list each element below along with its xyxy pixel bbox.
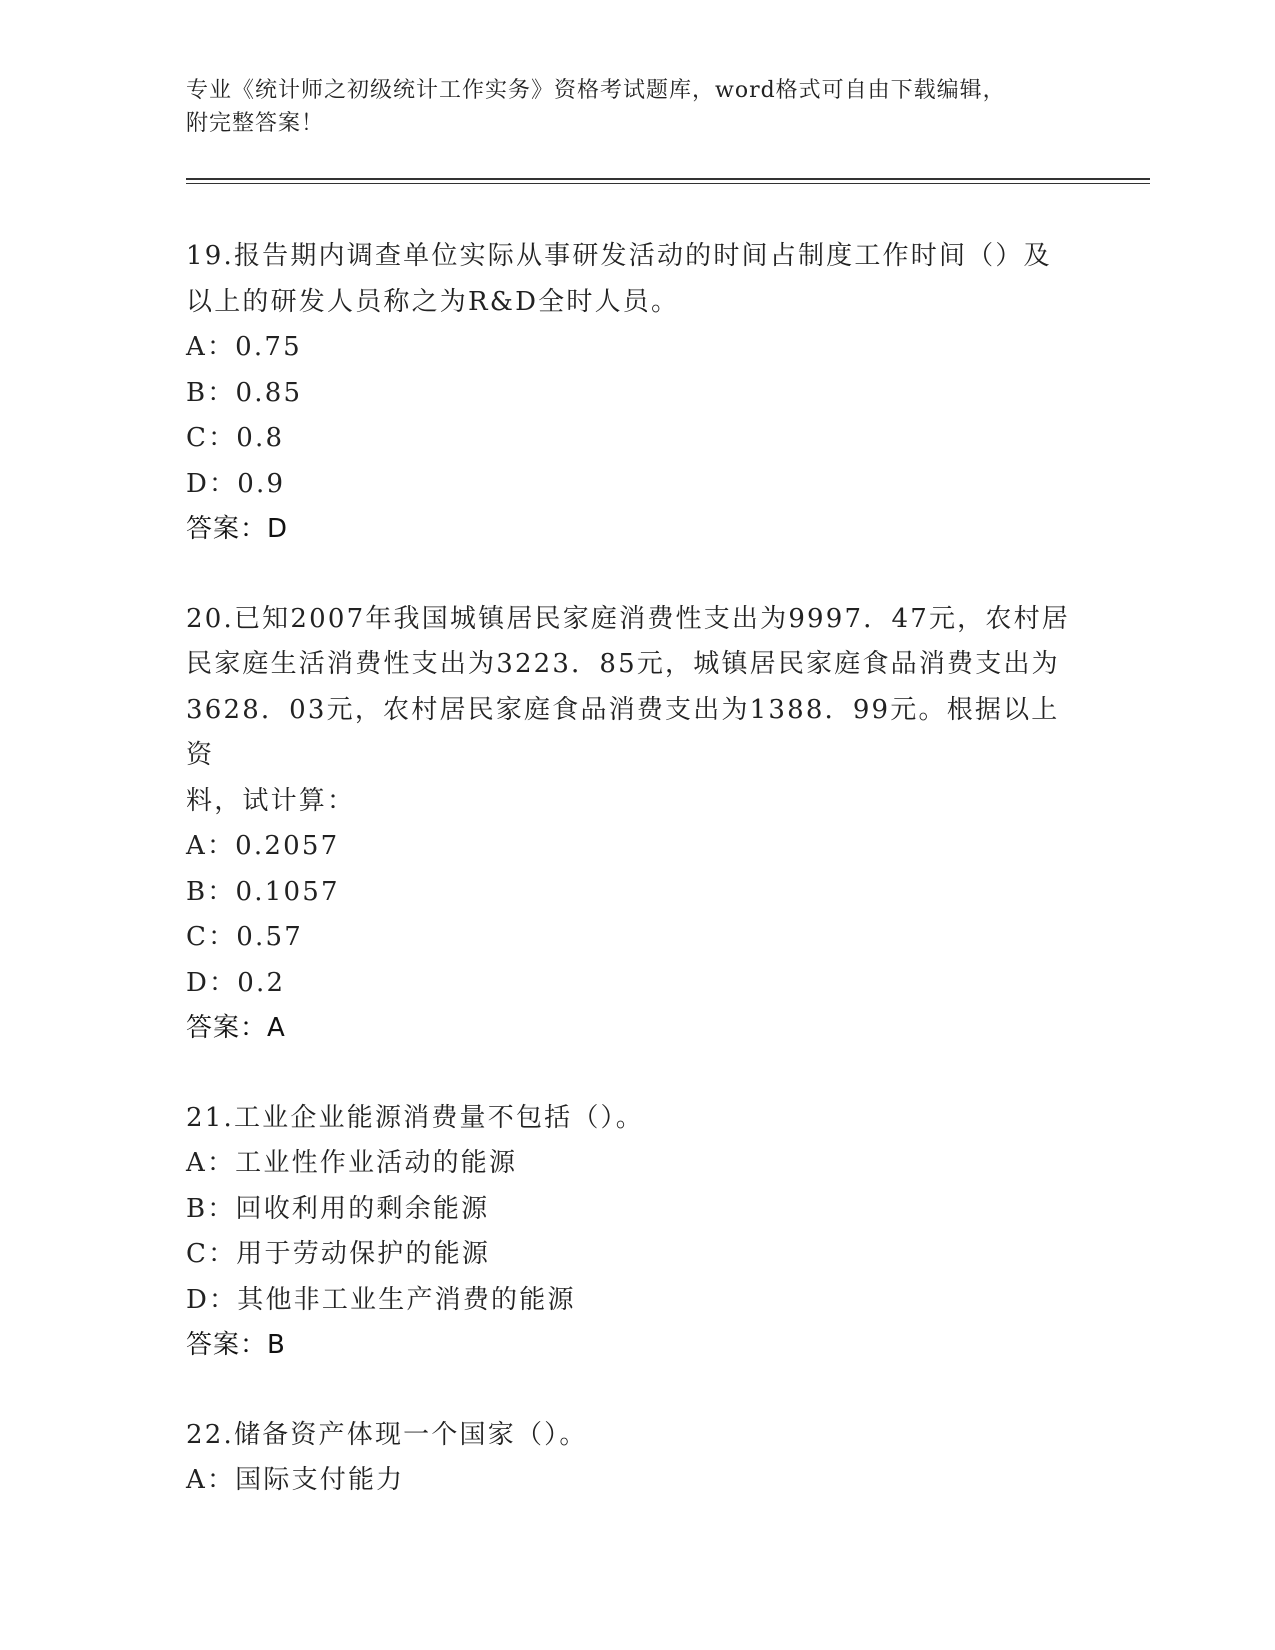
option-a: A：工业性作业活动的能源 xyxy=(186,1148,518,1178)
question-stem-line: 料，试计算： xyxy=(186,785,356,816)
question-stem-line: 22.储备资产体现一个国家（）。 xyxy=(186,1419,588,1450)
header-line-1: 专业《统计师之初级统计工作实务》资格考试题库，word格式可自由下载编辑， xyxy=(186,78,1006,103)
question-stem-line: 20.已知2007年我国城镇居民家庭消费性支出为9997．47元，农村居 xyxy=(186,603,1070,634)
option-c: C：0.8 xyxy=(186,423,285,453)
question-stem-line: 19.报告期内调查单位实际从事研发活动的时间占制度工作时间（）及 xyxy=(186,241,1052,271)
question-spacer xyxy=(186,1052,1086,1096)
answer-label: 答案：A xyxy=(186,1013,286,1043)
header-line-2: 附完整答案！ xyxy=(186,111,325,136)
option-a: A：0.75 xyxy=(186,332,302,362)
question-stem-line: 民家庭生活消费性支出为3223．85元，城镇居民家庭食品消费支出为 xyxy=(186,649,1060,679)
question-stem-line: 以上的研发人员称之为R&D全时人员。 xyxy=(186,286,680,317)
option-d: D：0.2 xyxy=(186,967,286,998)
header-divider-thick xyxy=(186,178,1150,180)
question-list xyxy=(186,234,1086,1504)
option-a: A：0.2057 xyxy=(186,831,340,861)
option-c: C：0.57 xyxy=(186,922,303,952)
option-b: B：回收利用的剩余能源 xyxy=(186,1193,490,1224)
option-d: D：0.9 xyxy=(186,468,286,499)
question-spacer xyxy=(186,553,1086,597)
question-22 xyxy=(186,1413,1086,1504)
question-20 xyxy=(186,597,1086,1052)
answer-label: 答案：D xyxy=(186,514,289,544)
option-a: A：国际支付能力 xyxy=(186,1465,405,1495)
question-stem-line: 3628．03元，农村居民家庭食品消费支出为1388．99元。根据以上资 xyxy=(186,694,1060,770)
answer-label: 答案：B xyxy=(186,1330,286,1360)
header-divider-thin xyxy=(186,183,1150,184)
question-21 xyxy=(186,1096,1086,1369)
question-stem-line: 21.工业企业能源消费量不包括（）。 xyxy=(186,1102,644,1133)
option-b: B：0.85 xyxy=(186,377,303,408)
question-spacer xyxy=(186,1369,1086,1413)
option-b: B：0.1057 xyxy=(186,876,340,907)
option-c: C：用于劳动保护的能源 xyxy=(186,1239,491,1269)
option-d: D：其他非工业生产消费的能源 xyxy=(186,1284,576,1315)
question-19 xyxy=(186,234,1086,553)
document-header xyxy=(186,74,1086,140)
